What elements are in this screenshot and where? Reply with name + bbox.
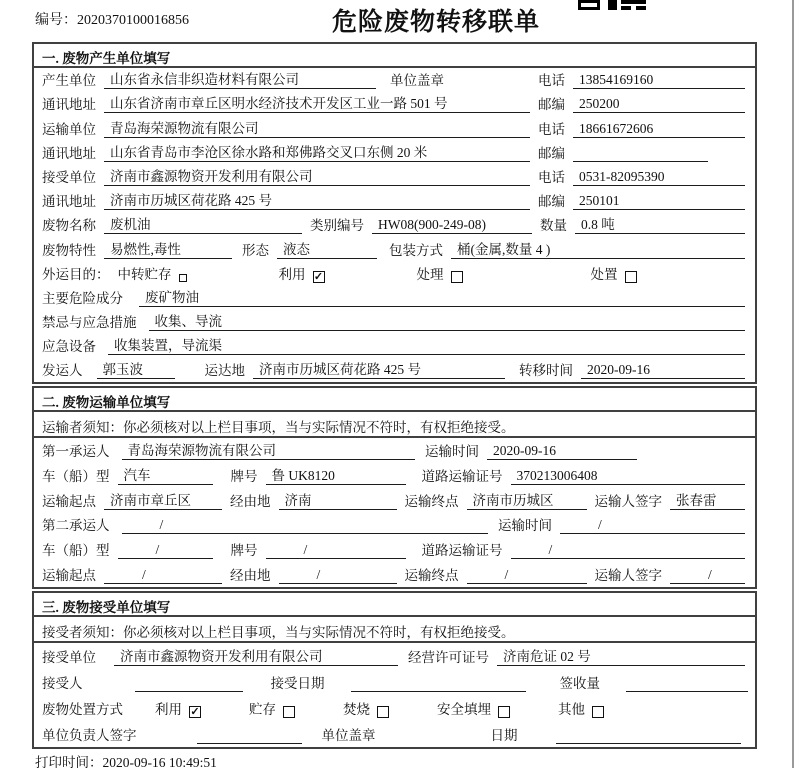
carrier1-field[interactable]: 青岛海荣源物流有限公司 xyxy=(122,439,416,460)
row-purpose xyxy=(34,262,755,286)
plate2-field[interactable]: / xyxy=(266,542,406,559)
row-route1 xyxy=(34,488,755,513)
time1-field[interactable]: 2020-09-16 xyxy=(487,443,637,460)
permit-field[interactable]: 济南危证 02 号 xyxy=(497,645,745,666)
row-producer-address xyxy=(34,92,755,116)
via2-field[interactable]: / xyxy=(279,567,397,584)
disposal-store-label: 贮存 xyxy=(249,701,276,717)
plate2-label: 牌号 xyxy=(230,542,258,558)
receiver-label: 接受单位 xyxy=(42,169,96,185)
section-transport-title: 二. 废物运输单位填写 xyxy=(34,388,755,412)
waste-name-field[interactable]: 废机油 xyxy=(104,213,302,234)
window-right-edge xyxy=(792,0,794,768)
sign1-label: 运输人签字 xyxy=(594,493,662,509)
qty-field[interactable]: 0.8 吨 xyxy=(575,213,745,234)
row-vehicle2 xyxy=(34,537,755,562)
purpose-opt-treat-label: 处理 xyxy=(416,266,444,282)
disposal-use-checkbox[interactable]: ✓ xyxy=(190,705,200,718)
row-carrier1 xyxy=(34,438,755,463)
sign2-label: 运输人签字 xyxy=(594,567,662,583)
addr1-field[interactable]: 山东省济南市章丘区明水经济技术开发区工业一路 501 号 xyxy=(104,92,530,113)
unit-seal-label: 单位盖章 xyxy=(390,73,444,89)
disposal-landfill-checkbox[interactable] xyxy=(498,706,510,718)
sign1-field[interactable]: 张春雷 xyxy=(670,489,745,510)
taboo-field[interactable]: 收集、导流 xyxy=(149,310,746,331)
transport-notice: 运输者须知：你必须核对以上栏目事项，当与实际情况不符时，有权拒绝接受。 xyxy=(34,412,755,438)
purpose-opt-dispose-label: 处置 xyxy=(590,266,618,282)
disposal-other-checkbox[interactable] xyxy=(592,706,604,718)
section-transport xyxy=(32,386,757,588)
section-producer xyxy=(32,42,757,384)
page-title: 危险废物转移联单 xyxy=(332,9,541,36)
origin1-field[interactable]: 济南市章丘区 xyxy=(104,489,222,510)
print-time-label: 打印时间： xyxy=(35,755,103,768)
origin2-field[interactable]: / xyxy=(104,567,222,584)
packing-field[interactable]: 桶(金属,数量 4 ) xyxy=(451,238,745,259)
acceptor-label: 接受人 xyxy=(42,675,83,691)
time2-field[interactable]: / xyxy=(560,517,745,534)
transfer-time-field[interactable]: 2020-09-16 xyxy=(581,362,745,379)
license2-label: 道路运输证号 xyxy=(421,542,503,558)
category-label: 类别编号 xyxy=(310,218,364,234)
transfer-time-label: 转移时间 xyxy=(519,363,573,379)
phone2-label: 电话 xyxy=(538,121,565,137)
disposal-burn-label: 焚烧 xyxy=(343,701,370,717)
disposal-label: 废物处置方式 xyxy=(42,701,123,717)
section-receiver xyxy=(32,591,757,749)
purpose-opt-use-label: 利用 xyxy=(278,266,306,282)
print-time xyxy=(35,751,217,768)
serial-value: 2020370100016856 xyxy=(77,13,189,28)
row-acceptor xyxy=(34,669,755,695)
section-receiver-title: 三. 废物接受单位填写 xyxy=(34,593,755,617)
phone3-label: 电话 xyxy=(538,169,565,185)
license1-label: 道路运输证号 xyxy=(421,468,503,484)
vehicle2-field[interactable]: / xyxy=(118,542,213,559)
row-vehicle1 xyxy=(34,463,755,488)
vehicle1-label: 车（船）型 xyxy=(42,468,110,484)
row-receiver-address xyxy=(34,189,755,213)
via1-label: 经由地 xyxy=(230,493,271,509)
hazard-label: 主要危险成分 xyxy=(42,290,123,306)
qty-label: 数量 xyxy=(540,218,567,234)
carrier2-field[interactable]: / xyxy=(122,517,489,534)
zip3-field[interactable]: 250101 xyxy=(573,193,745,210)
purpose-transfer-checkbox[interactable] xyxy=(179,274,187,282)
form-label: 形态 xyxy=(242,242,269,258)
row-route2 xyxy=(34,562,755,587)
row-responsible-sign xyxy=(34,721,755,747)
row-waste-name xyxy=(34,213,755,237)
waste-name-label: 废物名称 xyxy=(42,218,96,234)
zip2-label: 邮编 xyxy=(538,145,565,161)
character-field[interactable]: 易燃性,毒性 xyxy=(104,238,232,259)
disposal-store-checkbox[interactable] xyxy=(283,706,295,718)
via1-field[interactable]: 济南 xyxy=(279,489,397,510)
time1-label: 运输时间 xyxy=(425,444,479,460)
transporter-field[interactable]: 青岛海荣源物流有限公司 xyxy=(104,117,530,138)
zip2-field[interactable] xyxy=(573,147,708,162)
receiver-field[interactable]: 济南市鑫源物资开发利用有限公司 xyxy=(104,165,530,186)
sign2-field[interactable]: / xyxy=(670,567,745,584)
row-disposal xyxy=(34,695,755,721)
zip1-label: 邮编 xyxy=(538,97,565,113)
row-producer xyxy=(34,68,755,92)
row-transporter xyxy=(34,116,755,140)
zip1-field[interactable]: 250200 xyxy=(573,96,745,113)
end2-label: 运输终点 xyxy=(404,567,459,583)
row-shipper xyxy=(34,358,755,382)
dest-field[interactable]: 济南市历城区荷花路 425 号 xyxy=(253,358,505,379)
license1-field[interactable]: 370213006408 xyxy=(511,468,746,485)
unit-seal2-label: 单位盖章 xyxy=(321,727,376,743)
serial-number xyxy=(35,9,189,29)
end2-field[interactable]: / xyxy=(467,567,587,584)
zip3-label: 邮编 xyxy=(538,194,565,210)
receiver-notice: 接受者须知：你必须核对以上栏目事项，当与实际情况不符时，有权拒绝接受。 xyxy=(34,617,755,643)
amount-field[interactable] xyxy=(626,677,748,692)
phone2-field[interactable]: 18661672606 xyxy=(573,121,745,138)
responsible-sign-label: 单位负责人签字 xyxy=(42,727,137,743)
purpose-opt-transfer-label: 中转贮存 xyxy=(117,266,172,282)
vehicle1-field[interactable]: 汽车 xyxy=(118,464,213,485)
form-field[interactable]: 液态 xyxy=(277,238,377,259)
via2-label: 经由地 xyxy=(230,567,271,583)
end1-label: 运输终点 xyxy=(404,493,459,509)
disposal-burn-checkbox[interactable] xyxy=(377,706,389,718)
plate1-field[interactable]: 鲁 UK8120 xyxy=(266,464,406,485)
hazard-field[interactable]: 废矿物油 xyxy=(139,286,745,307)
disposal-landfill-label: 安全填埋 xyxy=(437,701,491,717)
addr1-label: 通讯地址 xyxy=(42,97,96,113)
character-label: 废物特性 xyxy=(42,242,96,258)
equip-field[interactable]: 收集装置，导流渠 xyxy=(108,334,745,355)
addr2-label: 通讯地址 xyxy=(42,145,96,161)
purpose-treat-checkbox[interactable] xyxy=(451,271,463,283)
amount-label: 签收量 xyxy=(559,675,600,691)
time2-label: 运输时间 xyxy=(498,518,552,534)
addr2-field[interactable]: 山东省青岛市李沧区徐水路和郑佛路交叉口东侧 20 米 xyxy=(104,141,530,162)
plate1-label: 牌号 xyxy=(230,468,258,484)
phone3-field[interactable]: 0531-82095390 xyxy=(573,169,745,186)
carrier1-label: 第一承运人 xyxy=(42,444,110,460)
accept-date-field[interactable] xyxy=(351,677,526,692)
acceptor-field[interactable] xyxy=(135,677,243,692)
transporter-label: 运输单位 xyxy=(42,121,96,137)
row-waste-character xyxy=(34,237,755,261)
serial-label: 编号： xyxy=(35,13,77,28)
print-time-value: 2020-09-16 10:49:51 xyxy=(102,755,217,768)
addr3-field[interactable]: 济南市历城区荷花路 425 号 xyxy=(104,189,530,210)
origin1-label: 运输起点 xyxy=(42,493,96,509)
category-field[interactable]: HW08(900-249-08) xyxy=(372,217,532,234)
phone1-label: 电话 xyxy=(538,73,565,89)
producer-label: 产生单位 xyxy=(42,73,96,89)
row-hazard xyxy=(34,286,755,310)
shipper-label: 发运人 xyxy=(42,363,83,379)
vehicle2-label: 车（船）型 xyxy=(42,542,110,558)
row-carrier2 xyxy=(34,513,755,538)
date-field[interactable] xyxy=(556,729,742,744)
origin2-label: 运输起点 xyxy=(42,567,96,583)
responsible-sign-field[interactable] xyxy=(197,729,302,744)
addr3-label: 通讯地址 xyxy=(42,194,96,210)
disposal-other-label: 其他 xyxy=(558,701,585,717)
row-receiver xyxy=(34,165,755,189)
date-label: 日期 xyxy=(490,727,518,743)
packing-label: 包装方式 xyxy=(389,242,443,258)
row-taboo xyxy=(34,310,755,334)
phone1-field[interactable]: 13854169160 xyxy=(573,72,745,89)
equip-label: 应急设备 xyxy=(42,339,96,355)
accept-unit-field[interactable]: 济南市鑫源物资开发利用有限公司 xyxy=(114,645,398,666)
accept-unit-label: 接受单位 xyxy=(42,649,96,665)
qr-code-fragment-icon xyxy=(578,0,648,11)
purpose-label: 外运目的： xyxy=(42,266,110,282)
purpose-use-checkbox[interactable]: ✓ xyxy=(313,270,324,283)
purpose-dispose-checkbox[interactable] xyxy=(625,271,637,283)
license2-field[interactable]: / xyxy=(511,542,746,559)
row-transporter-address xyxy=(34,141,755,165)
dest-label: 运达地 xyxy=(204,363,245,379)
row-equip xyxy=(34,334,755,358)
row-accept-unit xyxy=(34,643,755,669)
accept-date-label: 接受日期 xyxy=(270,675,325,691)
carrier2-label: 第二承运人 xyxy=(42,518,110,534)
shipper-field[interactable]: 郭玉波 xyxy=(97,358,175,379)
section-producer-title: 一. 废物产生单位填写 xyxy=(34,44,755,68)
taboo-label: 禁忌与应急措施 xyxy=(42,315,137,331)
permit-label: 经营许可证号 xyxy=(408,649,489,665)
transfer-form xyxy=(32,42,757,749)
producer-field[interactable]: 山东省永信非织造材料有限公司 xyxy=(104,68,376,89)
disposal-use-label: 利用 xyxy=(155,701,182,717)
end1-field[interactable]: 济南市历城区 xyxy=(467,489,587,510)
